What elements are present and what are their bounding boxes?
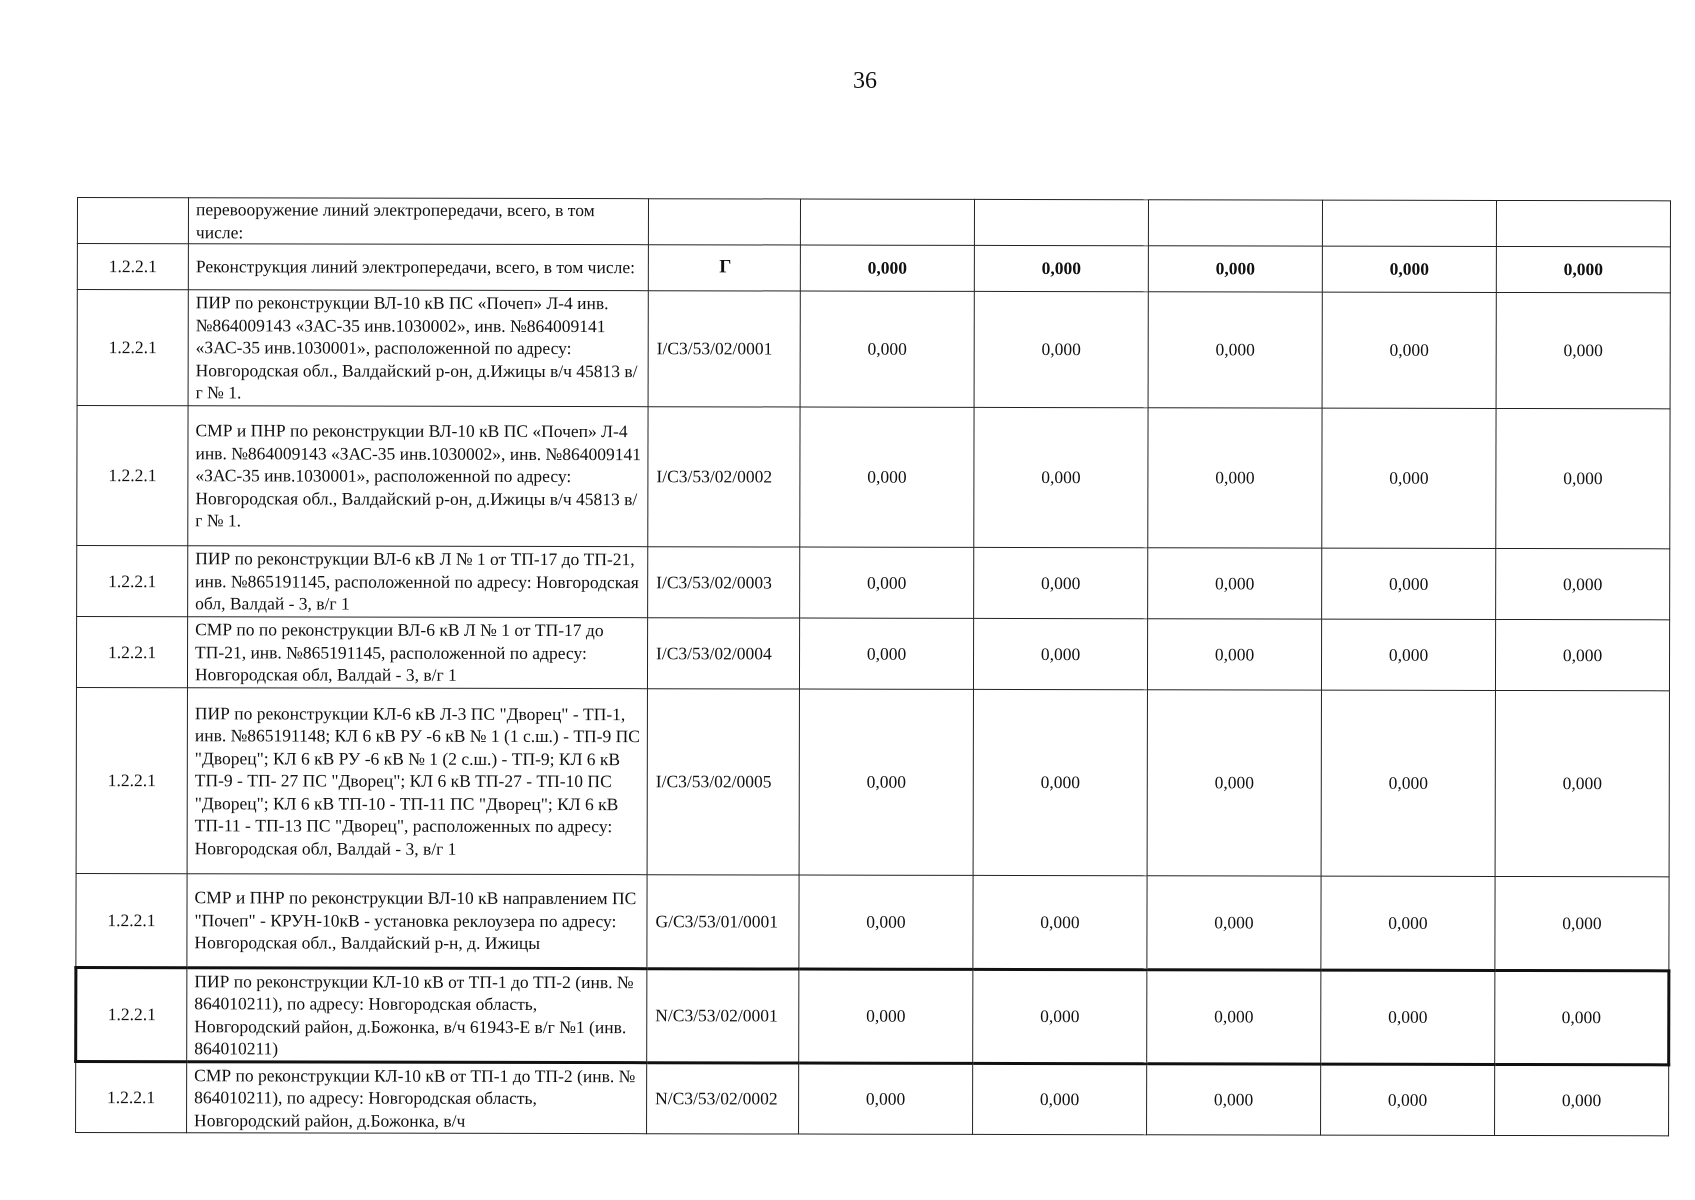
- table-row: [76, 968, 1669, 1065]
- row-description: ПИР по реконструкции ВЛ-10 кВ ПС «Почеп» Л-4 инв. №864009143 «ЗАС-35 инв.1030002», инв. №864009141 «ЗАС-35 инв.1030001», расположенной по адресу: Новгородская обл., Валдайский р-он, д.Ижицы в/ч 45813 в/г № 1.: [188, 290, 648, 407]
- value-cell: 0,000: [1495, 619, 1669, 690]
- row-number: 1.2.2.1: [76, 688, 187, 874]
- row-code: N/C3/53/02/0002: [647, 1063, 799, 1134]
- value-cell: 0,000: [799, 689, 973, 875]
- value-cell: 0,000: [1321, 690, 1495, 876]
- row-description: СМР по реконструкции КЛ-10 кВ от ТП-1 до ТП-2 (инв. № 864010211), по адресу: Новгородская область, Новгородский район, д.Божонка, в/ч: [187, 1062, 647, 1134]
- row-description: СМР и ПНР по реконструкции ВЛ-10 кВ направлением ПС "Почеп" - КРУН-10кВ - установка реклоузера по адресу: Новгородская обл., Валдайский р-н, д. Ижицы: [187, 874, 647, 969]
- value-cell: 0,000: [799, 618, 973, 689]
- value-cell: 0,000: [974, 547, 1148, 618]
- table-row: [77, 546, 1670, 620]
- value-cell: 0,000: [1496, 292, 1670, 408]
- value-cell: 0,000: [1495, 1064, 1669, 1135]
- value-cell: 0,000: [800, 407, 974, 547]
- value-cell: 0,000: [799, 1063, 973, 1134]
- row-description: Реконструкция линий электропередачи, всего, в том числе:: [188, 244, 648, 291]
- row-description: перевооружение линий электропередачи, всего, в том числе:: [188, 198, 648, 245]
- value-cell: 0,000: [1495, 876, 1669, 970]
- value-cell: 0,000: [1322, 246, 1496, 292]
- row-number: 1.2.2.1: [77, 244, 188, 290]
- row-description: СМР по по реконструкции ВЛ-6 кВ Л № 1 от ТП-17 до ТП-21, инв. №865191145, расположенной по адресу: Новгородская обл, Валдай - 3, в/г 1: [187, 617, 647, 689]
- value-cell: 0,000: [1148, 246, 1322, 292]
- table-row: [76, 874, 1669, 971]
- value-cell: 0,000: [974, 407, 1148, 547]
- row-number: 1.2.2.1: [77, 290, 188, 406]
- row-code: I/C3/53/02/0001: [648, 291, 800, 407]
- value-cell: [800, 199, 974, 245]
- value-cell: 0,000: [974, 245, 1148, 291]
- table-row: [77, 198, 1670, 247]
- row-code: [648, 199, 800, 245]
- value-cell: 0,000: [1496, 548, 1670, 619]
- row-code: G/C3/53/01/0001: [647, 875, 799, 969]
- value-cell: 0,000: [1148, 292, 1322, 408]
- investment-table: [74, 197, 1672, 1136]
- value-cell: 0,000: [1148, 548, 1322, 619]
- row-code: I/C3/53/02/0005: [647, 689, 799, 875]
- row-number: 1.2.2.1: [76, 617, 187, 688]
- row-description: СМР и ПНР по реконструкции ВЛ-10 кВ ПС «Почеп» Л-4 инв. №864009143 «ЗАС-35 инв.1030002», инв. №864009141 «ЗАС-35 инв.1030001», расположенной по адресу: Новгородская обл., Валдайский р-он, д.Ижицы в/ч 45813 в/г № 1.: [188, 406, 648, 547]
- row-number: [77, 198, 188, 244]
- value-cell: 0,000: [1147, 876, 1321, 970]
- value-cell: 0,000: [799, 875, 973, 969]
- row-description: ПИР по реконструкции КЛ-6 кВ Л-3 ПС "Дворец" - ТП-1, инв. №865191148; КЛ 6 кВ РУ -6 кВ № 1 (1 с.ш.) - ТП-9 ПС "Дворец"; КЛ 6 кВ РУ -6 кВ № 1 (2 с.ш.) - ТП-9; КЛ 6 кВ ТП-9 - ТП- 27 ПС "Дворец"; КЛ 6 кВ ТП-27 - ТП-10 ПС "Дворец"; КЛ 6 кВ ТП-10 - ТП-11 ПС "Дворец"; КЛ 6 кВ ТП-11 - ТП-13 ПС "Дворец", расположенных по адресу: Новгородская обл, Валдай - 3, в/г 1: [187, 688, 647, 875]
- value-cell: 0,000: [1322, 408, 1496, 548]
- value-cell: 0,000: [1495, 970, 1669, 1064]
- table-row: [76, 1062, 1669, 1136]
- row-code: N/C3/53/02/0001: [647, 969, 799, 1063]
- table-row: [76, 617, 1669, 691]
- row-number: 1.2.2.1: [77, 406, 188, 546]
- page-number: 36: [853, 68, 877, 94]
- value-cell: 0,000: [1496, 408, 1670, 548]
- value-cell: [1496, 200, 1670, 246]
- row-code: I/C3/53/02/0004: [647, 618, 799, 689]
- value-cell: 0,000: [800, 547, 974, 618]
- value-cell: 0,000: [800, 291, 974, 407]
- table-row: [77, 244, 1670, 293]
- table-row: [77, 290, 1670, 409]
- value-cell: 0,000: [973, 689, 1147, 875]
- row-number: 1.2.2.1: [76, 874, 187, 968]
- value-cell: [974, 199, 1148, 245]
- value-cell: 0,000: [1322, 548, 1496, 619]
- value-cell: 0,000: [973, 875, 1147, 969]
- row-code: Г: [648, 245, 800, 291]
- value-cell: 0,000: [1147, 690, 1321, 876]
- row-number: 1.2.2.1: [76, 1062, 187, 1133]
- value-cell: 0,000: [1321, 619, 1495, 690]
- value-cell: 0,000: [1148, 408, 1322, 548]
- row-number: 1.2.2.1: [76, 968, 187, 1062]
- value-cell: 0,000: [1322, 292, 1496, 408]
- value-cell: 0,000: [973, 969, 1147, 1063]
- value-cell: [1322, 200, 1496, 246]
- value-cell: [1148, 200, 1322, 246]
- row-number: 1.2.2.1: [77, 546, 188, 617]
- value-cell: 0,000: [974, 291, 1148, 407]
- table-row: [77, 406, 1670, 549]
- value-cell: 0,000: [973, 618, 1147, 689]
- row-description: ПИР по реконструкции КЛ-10 кВ от ТП-1 до ТП-2 (инв. № 864010211), по адресу: Новгородская область, Новгородский район, д.Божонка, в/ч 61943-Е в/г №1 (инв. 864010211): [187, 968, 647, 1063]
- value-cell: 0,000: [1147, 1064, 1321, 1135]
- value-cell: 0,000: [1321, 1064, 1495, 1135]
- value-cell: 0,000: [1147, 970, 1321, 1064]
- value-cell: 0,000: [1147, 619, 1321, 690]
- row-code: I/C3/53/02/0002: [648, 407, 800, 547]
- table-row: [76, 688, 1669, 877]
- value-cell: 0,000: [800, 245, 974, 291]
- row-code: I/C3/53/02/0003: [648, 547, 800, 618]
- value-cell: 0,000: [973, 1063, 1147, 1134]
- value-cell: 0,000: [1495, 690, 1669, 876]
- value-cell: 0,000: [799, 969, 973, 1063]
- value-cell: 0,000: [1321, 970, 1495, 1064]
- row-description: ПИР по реконструкции ВЛ-6 кВ Л № 1 от ТП-17 до ТП-21, инв. №865191145, расположенной по адресу: Новгородская обл, Валдай - 3, в/г 1: [188, 546, 648, 618]
- value-cell: 0,000: [1496, 246, 1670, 292]
- value-cell: 0,000: [1321, 876, 1495, 970]
